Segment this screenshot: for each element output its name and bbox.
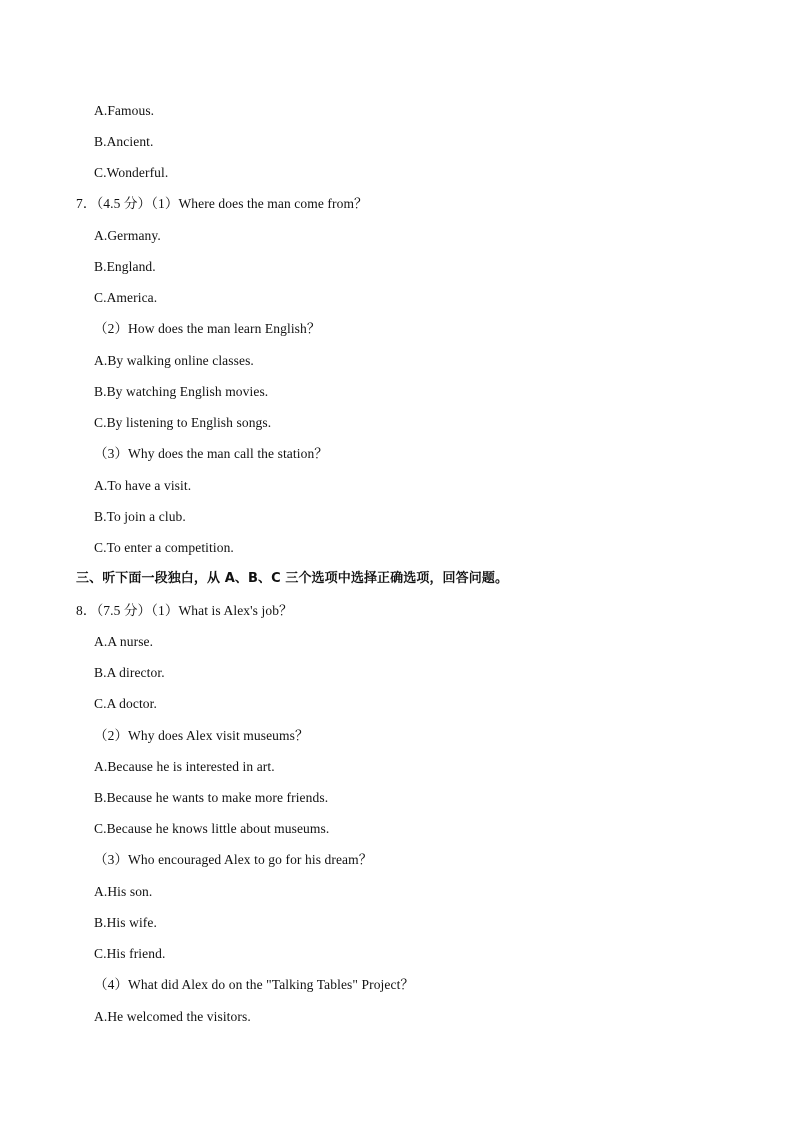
q8-1-option-a: A.A nurse. — [94, 634, 154, 649]
q7-3-option-c: C.To enter a competition. — [94, 540, 234, 555]
q8-3-option-b: B.His wife. — [94, 915, 157, 930]
q7-1-option-a: A.Germany. — [94, 228, 161, 243]
section-3-heading: 三、听下面一段独白，从 A、B、C 三个选项中选择正确选项，回答问题。 — [76, 571, 509, 586]
q7-2-option-b: B.By watching English movies. — [94, 384, 269, 399]
q7-3-option-b: B.To join a club. — [94, 509, 186, 524]
question-8-part-2: （2）Why does Alex visit museums？ — [94, 728, 309, 743]
q7-1-option-b: B.England. — [94, 259, 156, 274]
question-7-part-2: （2）How does the man learn English？ — [94, 321, 321, 336]
q6-option-b: B.Ancient. — [94, 134, 154, 149]
q7-2-option-c: C.By listening to English songs. — [94, 415, 272, 430]
q8-3-option-c: C.His friend. — [94, 946, 166, 961]
q8-3-option-a: A.His son. — [94, 884, 153, 899]
question-8-part-4: （4）What did Alex do on the "Talking Tables" Project？ — [94, 977, 415, 992]
q8-2-option-a: A.Because he is interested in art. — [94, 759, 275, 774]
q8-1-option-b: B.A director. — [94, 665, 165, 680]
question-7-part-1: 7．（4.5 分）（1）Where does the man come from？ — [76, 196, 368, 211]
q6-option-c: C.Wonderful. — [94, 165, 169, 180]
q8-2-option-b: B.Because he wants to make more friends. — [94, 790, 329, 805]
q6-option-a: A.Famous. — [94, 103, 155, 118]
q7-1-option-c: C.America. — [94, 290, 158, 305]
question-7-part-3: （3）Why does the man call the station？ — [94, 446, 328, 461]
question-8-part-3: （3）Who encouraged Alex to go for his dream？ — [94, 852, 373, 867]
q7-2-option-a: A.By walking online classes. — [94, 353, 254, 368]
q8-2-option-c: C.Because he knows little about museums. — [94, 821, 330, 836]
q8-4-option-a: A.He welcomed the visitors. — [94, 1009, 251, 1024]
q7-3-option-a: A.To have a visit. — [94, 478, 192, 493]
q8-1-option-c: C.A doctor. — [94, 696, 157, 711]
question-8-part-1: 8．（7.5 分）（1）What is Alex's job？ — [76, 603, 293, 618]
